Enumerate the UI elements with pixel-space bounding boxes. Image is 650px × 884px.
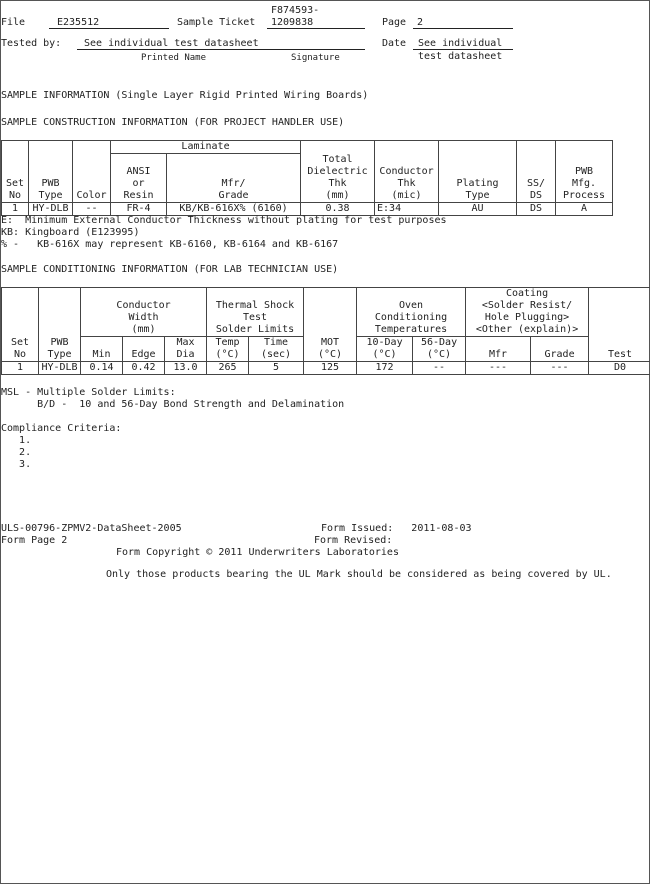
cell-ansi: FR-4 bbox=[111, 202, 167, 215]
thermal-shock-group: Thermal Shock Test Solder Limits bbox=[207, 288, 304, 337]
cell-mfr: --- bbox=[466, 362, 531, 375]
construction-title: SAMPLE CONSTRUCTION INFORMATION (FOR PROJECT HANDLER USE) bbox=[1, 117, 345, 128]
col-header-dielectric: Total Dielectric Thk (mm) bbox=[301, 154, 375, 203]
construction-header-color-top bbox=[73, 141, 111, 154]
conditioning-header-mot-top bbox=[304, 288, 357, 337]
col-header-56-day: 56-Day (°C) bbox=[413, 337, 466, 362]
cell-dielectric: 0.38 bbox=[301, 202, 375, 215]
ticket-label: Sample Ticket bbox=[177, 17, 256, 28]
col-header-temp: Temp (°C) bbox=[207, 337, 249, 362]
conditioning-table bbox=[1, 287, 650, 375]
cell-grade: --- bbox=[531, 362, 589, 375]
col-header-pwb-type: PWB Type bbox=[39, 337, 81, 362]
tested-by-label: Tested by: bbox=[1, 38, 62, 49]
footer-form-revised: Form Revised: bbox=[314, 535, 393, 546]
cell-ssds: DS bbox=[517, 202, 556, 215]
cell-test: D0 bbox=[589, 362, 650, 375]
cell-mot: 125 bbox=[304, 362, 357, 375]
cell-min: 0.14 bbox=[81, 362, 123, 375]
construction-header-conductor-top bbox=[375, 141, 439, 154]
col-header-ansi-resin: ANSI or Resin bbox=[111, 154, 167, 203]
conditioning-header-set-top bbox=[2, 288, 39, 337]
note-bd: B/D - 10 and 56-Day Bond Strength and Delamination bbox=[1, 399, 345, 410]
cell-process: A bbox=[556, 202, 613, 215]
footer-copyright: Form Copyright © 2011 Underwriters Laboratories bbox=[116, 547, 399, 558]
col-header-10-day: 10-Day (°C) bbox=[357, 337, 413, 362]
date-label: Date bbox=[382, 38, 407, 49]
construction-header-pwb-top bbox=[29, 141, 73, 154]
col-header-conductor-thk: Conductor Thk (mic) bbox=[375, 154, 439, 203]
compliance-title: Compliance Criteria: bbox=[1, 423, 122, 434]
compliance-item-3: 3. bbox=[1, 459, 32, 470]
footer-form-page: Form Page 2 bbox=[1, 535, 68, 546]
construction-header-set-top bbox=[2, 141, 29, 154]
col-header-set: Set No bbox=[2, 154, 29, 203]
cell-color: -- bbox=[73, 202, 111, 215]
conditioning-header-test-top bbox=[589, 288, 650, 337]
col-header-test: Test bbox=[589, 337, 650, 362]
col-header-grade: Grade bbox=[531, 337, 589, 362]
footer-disclaimer: Only those products bearing the UL Mark should be considered as being covered by UL. bbox=[106, 569, 612, 580]
tested-by-underline bbox=[77, 49, 365, 50]
date-value-line1: See individual bbox=[418, 38, 503, 49]
cell-time: 5 bbox=[249, 362, 304, 375]
footer-form-issued: Form Issued: 2011-08-03 bbox=[321, 523, 472, 534]
col-header-min: Min bbox=[81, 337, 123, 362]
table-row bbox=[2, 202, 613, 215]
col-header-color: Color bbox=[73, 154, 111, 203]
construction-header-plating-top bbox=[439, 141, 517, 154]
ticket-value-line1: F874593- bbox=[271, 5, 320, 16]
laminate-group-header: Laminate bbox=[111, 141, 301, 154]
col-header-mot: MOT (°C) bbox=[304, 337, 357, 362]
file-underline bbox=[49, 28, 169, 29]
col-header-pwb-type: PWB Type bbox=[29, 154, 73, 203]
col-header-max-dia: Max Dia bbox=[165, 337, 207, 362]
note-kb616x: % - KB-616X may represent KB-6160, KB-6164 and KB-6167 bbox=[1, 239, 339, 250]
cell-temp: 265 bbox=[207, 362, 249, 375]
col-header-edge: Edge bbox=[123, 337, 165, 362]
ticket-underline bbox=[267, 28, 365, 29]
date-value-line2: test datasheet bbox=[418, 51, 503, 62]
oven-conditioning-group: Oven Conditioning Temperatures bbox=[357, 288, 466, 337]
compliance-item-2: 2. bbox=[1, 447, 32, 458]
cell-conductor-thk: E:34 bbox=[375, 202, 439, 215]
tested-by-value: See individual test datasheet bbox=[84, 38, 259, 49]
page-underline bbox=[413, 28, 513, 29]
ticket-value-line2: 1209838 bbox=[271, 17, 314, 28]
col-header-process: PWB Mfg. Process bbox=[556, 154, 613, 203]
file-value: E235512 bbox=[57, 17, 100, 28]
cell-10-day: 172 bbox=[357, 362, 413, 375]
footer-form-id: ULS-00796-ZPMV2-DataSheet-2005 bbox=[1, 523, 182, 534]
page-value: 2 bbox=[417, 17, 424, 28]
construction-header-dielectric-top bbox=[301, 141, 375, 154]
cell-set: 1 bbox=[2, 362, 39, 375]
conditioning-header-pwb-top bbox=[39, 288, 81, 337]
date-underline bbox=[413, 49, 513, 50]
note-min-conductor: E: Minimum External Conductor Thickness without plating for test purposes bbox=[1, 215, 447, 226]
cell-pwb-type: HY-DLB bbox=[29, 202, 73, 215]
conductor-width-group: Conductor Width (mm) bbox=[81, 288, 207, 337]
cell-max-dia: 13.0 bbox=[165, 362, 207, 375]
coating-group: Coating <Solder Resist/ Hole Plugging> <Other (explain)> bbox=[466, 288, 589, 337]
cell-plating: AU bbox=[439, 202, 517, 215]
construction-table bbox=[1, 140, 613, 216]
cell-set: 1 bbox=[2, 202, 29, 215]
col-header-mfr-grade: Mfr/ Grade bbox=[167, 154, 301, 203]
file-label: File bbox=[1, 17, 26, 28]
signature-label: Signature bbox=[291, 53, 340, 63]
compliance-item-1: 1. bbox=[1, 435, 32, 446]
table-row bbox=[2, 362, 650, 375]
cell-pwb-type: HY-DLB bbox=[39, 362, 81, 375]
cell-56-day: -- bbox=[413, 362, 466, 375]
note-kingboard: KB: Kingboard (E123995) bbox=[1, 227, 140, 238]
col-header-time: Time (sec) bbox=[249, 337, 304, 362]
col-header-plating: Plating Type bbox=[439, 154, 517, 203]
sample-info-title: SAMPLE INFORMATION (Single Layer Rigid Printed Wiring Boards) bbox=[1, 90, 369, 101]
page-label: Page bbox=[382, 17, 407, 28]
construction-header-process-top bbox=[556, 141, 613, 154]
construction-header-ssds-top bbox=[517, 141, 556, 154]
col-header-mfr: Mfr bbox=[466, 337, 531, 362]
col-header-ssds: SS/ DS bbox=[517, 154, 556, 203]
conditioning-title: SAMPLE CONDITIONING INFORMATION (FOR LAB TECHNICIAN USE) bbox=[1, 264, 339, 275]
cell-edge: 0.42 bbox=[123, 362, 165, 375]
col-header-set: Set No bbox=[2, 337, 39, 362]
cell-mfr-grade: KB/KB-616X% (6160) bbox=[167, 202, 301, 215]
printed-name-label: Printed Name bbox=[141, 53, 207, 63]
note-msl: MSL - Multiple Solder Limits: bbox=[1, 387, 176, 398]
